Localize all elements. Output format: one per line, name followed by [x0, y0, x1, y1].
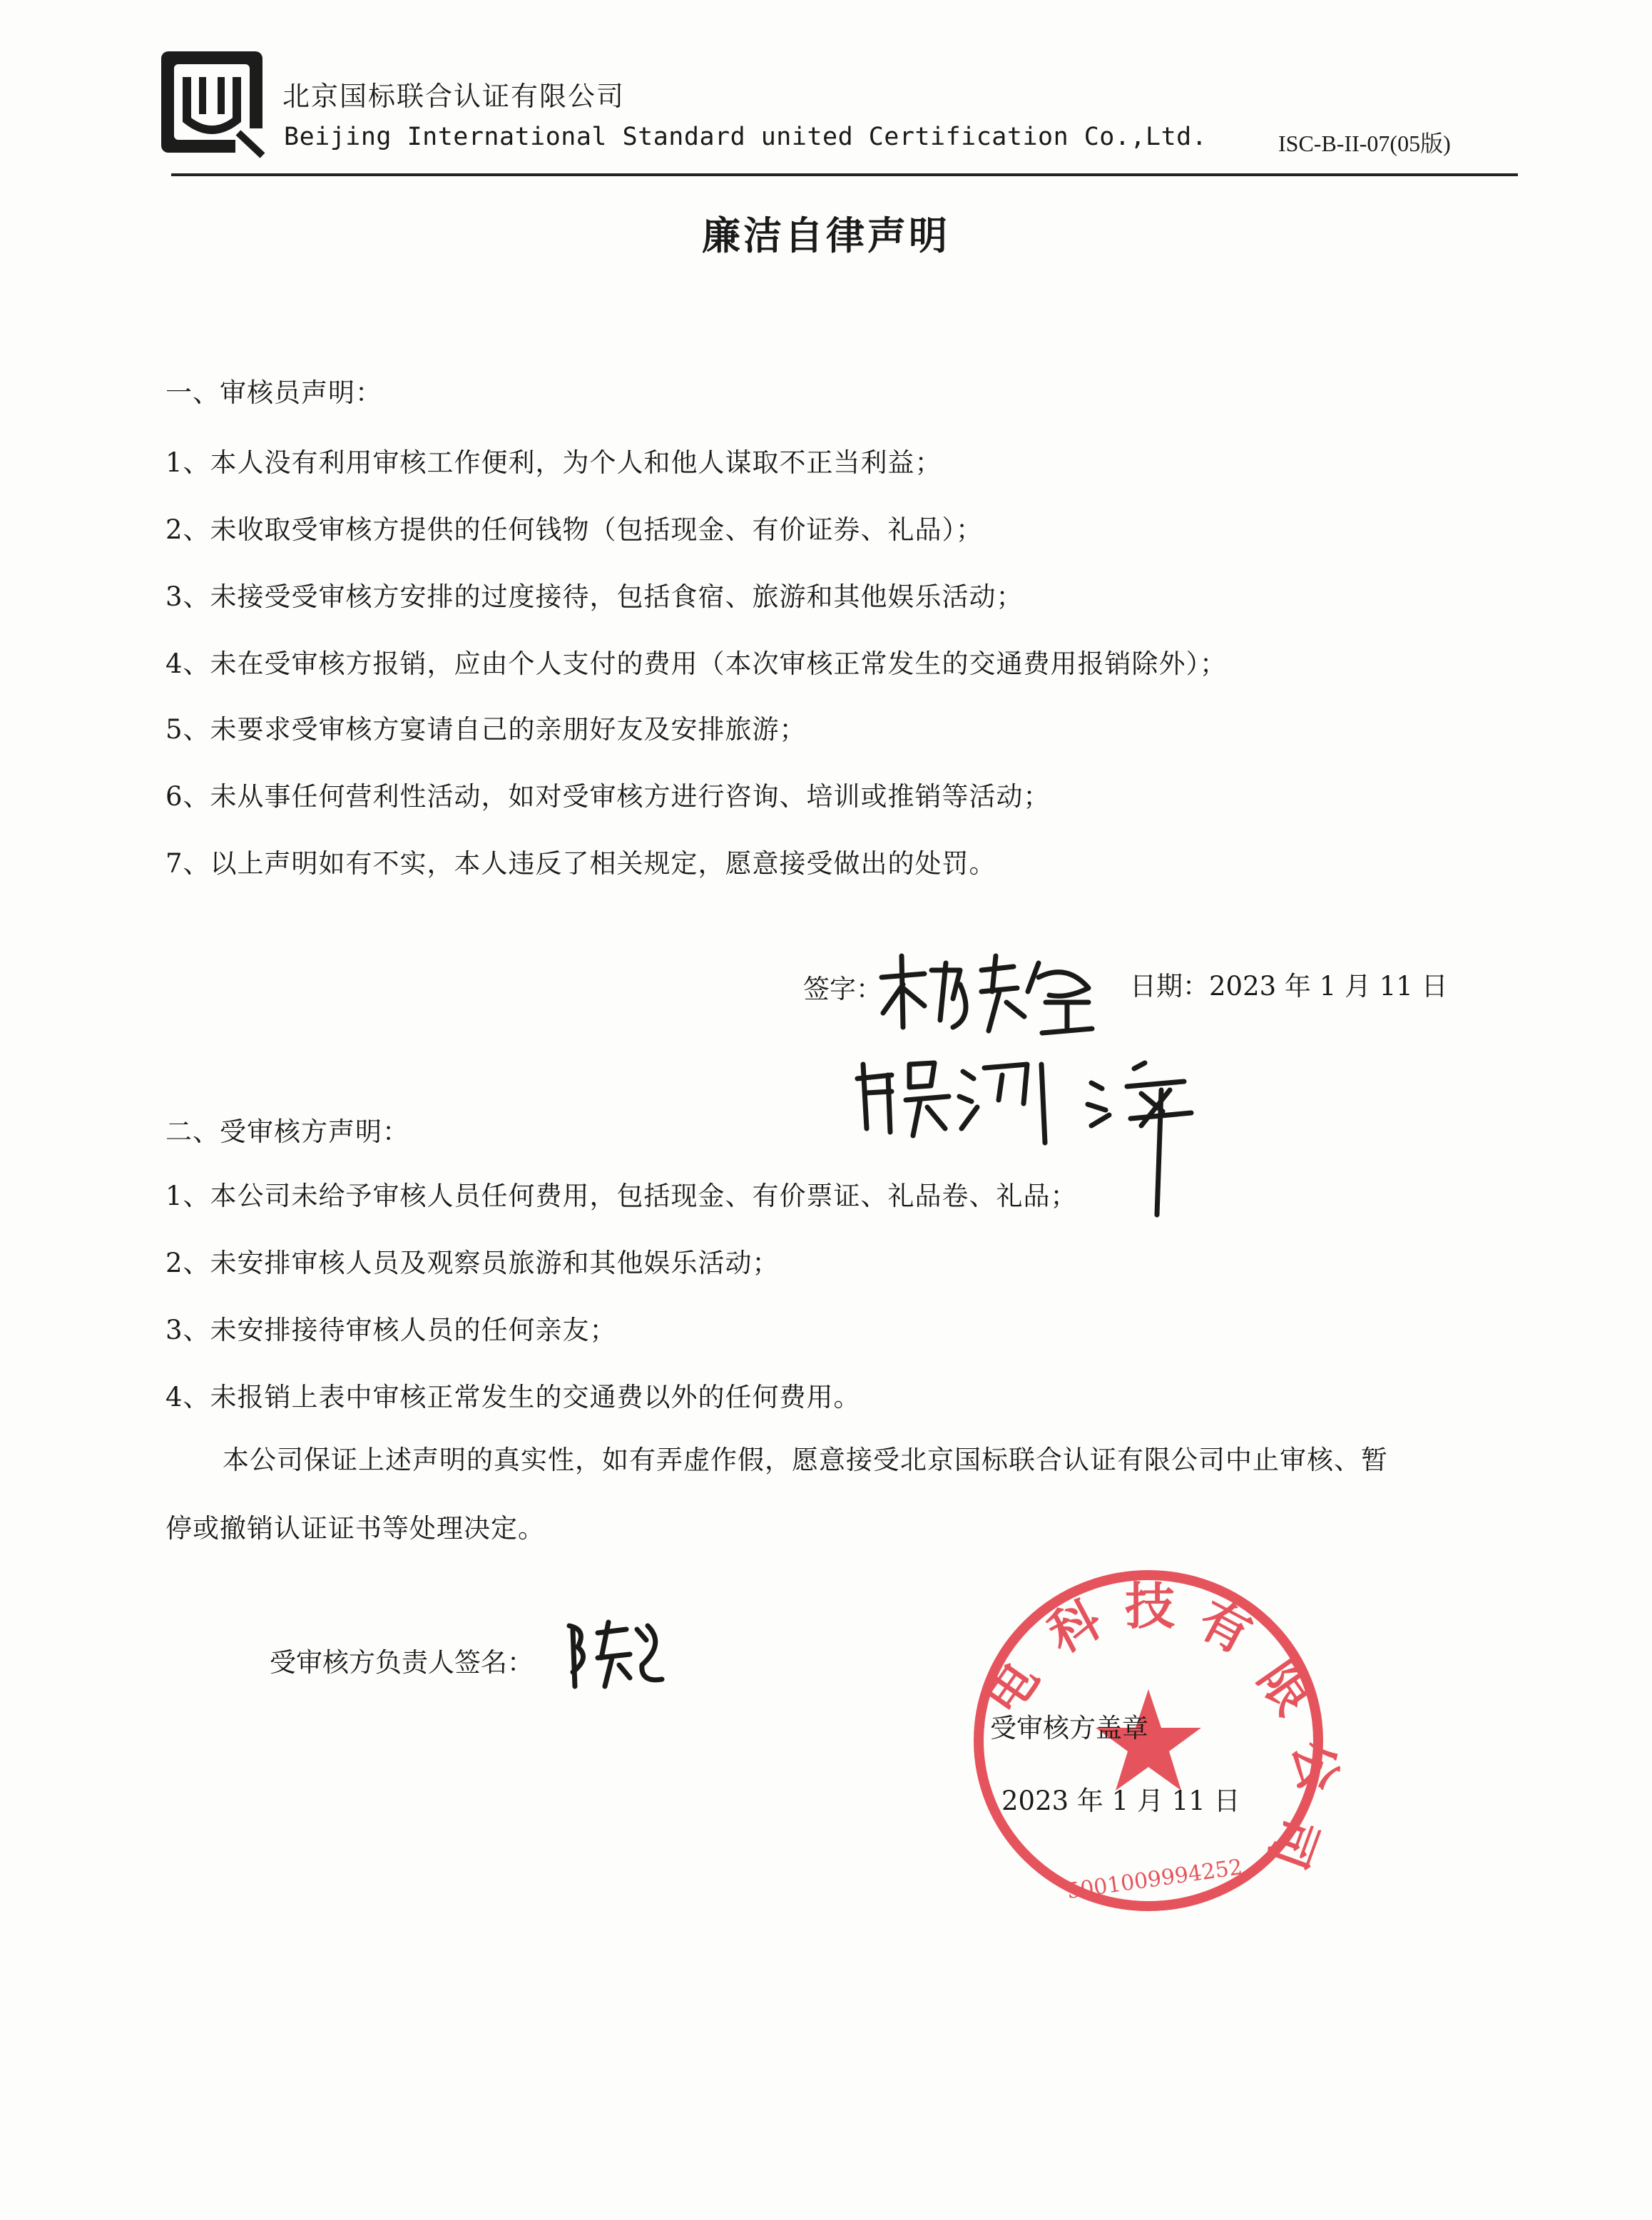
seal-label: 受审核方盖章 [990, 1713, 1148, 1743]
guarantee-text-line-2: 停或撤销认证证书等处理决定。 [165, 1513, 545, 1544]
auditor-item: 5、未要求受审核方宴请自己的亲朋好友及安排旅游； [165, 714, 807, 745]
guarantee-text-line-1: 本公司保证上述声明的真实性，如有弄虚作假，愿意接受北京国标联合认证有限公司中止审核、暂 [223, 1445, 1388, 1475]
svg-text:科: 科 [1039, 1589, 1111, 1665]
auditor-item: 6、未从事任何营利性活动，如对受审核方进行咨询、培训或推销等活动； [165, 781, 1051, 812]
document-code: ISC-B-II-07(05版) [1278, 131, 1451, 156]
auditor-item: 1、本人没有利用审核工作便利，为个人和他人谋取不正当利益； [165, 447, 942, 478]
auditor-section-heading: 一、审核员声明： [165, 377, 382, 408]
auditor-item: 7、以上声明如有不实，本人违反了相关规定，愿意接受做出的处罚。 [165, 848, 996, 879]
page-title: 廉洁自律声明 [702, 213, 950, 258]
auditor-signature-3 [1077, 1054, 1205, 1226]
auditee-item: 1、本公司未给予审核人员任何费用，包括现金、有价票证、礼品卷、礼品； [165, 1181, 1078, 1211]
responsible-sign-label: 受审核方负责人签名： [270, 1647, 534, 1678]
auditee-section-heading: 二、受审核方声明： [165, 1116, 409, 1147]
svg-text:有: 有 [1189, 1589, 1261, 1665]
svg-text:限: 限 [1246, 1651, 1324, 1726]
auditee-item: 3、未安排接待审核人员的任何亲友； [165, 1315, 617, 1345]
auditor-item: 4、未在受审核方报销，应由个人支付的费用（本次审核正常发生的交通费用报销除外）； [165, 648, 1228, 679]
auditor-item: 3、未接受受审核方安排的过度接待，包括食宿、旅游和其他娱乐活动； [165, 581, 1024, 612]
svg-text:电: 电 [973, 1651, 1051, 1726]
auditor-signature-1 [875, 949, 1110, 1042]
auditor-signature-2 [849, 1050, 1077, 1150]
svg-text:技: 技 [1125, 1577, 1175, 1636]
svg-text:公: 公 [1282, 1736, 1349, 1796]
auditor-sign-label: 签字： [803, 974, 882, 1004]
svg-text:5001009994252: 5001009994252 [1065, 1854, 1244, 1905]
svg-text:司: 司 [1257, 1809, 1330, 1877]
auditor-item: 2、未收取受审核方提供的任何钱物（包括现金、有价证券、礼品）； [165, 514, 984, 545]
auditee-item: 4、未报销上表中审核正常发生的交通费以外的任何费用。 [165, 1382, 861, 1412]
company-name-en: Beijing International Standard united Certification Co.,Ltd. [284, 123, 1208, 151]
header-divider [171, 173, 1518, 176]
auditor-date: 日期：2023 年 1 月 11 日 [1130, 971, 1448, 1002]
seal-date: 2023 年 1 月 11 日 [1001, 1786, 1240, 1816]
responsible-signature [562, 1615, 669, 1694]
company-name-cn: 北京国标联合认证有限公司 [282, 81, 626, 112]
certification-logo-icon [158, 49, 265, 157]
auditee-item: 2、未安排审核人员及观察员旅游和其他娱乐活动； [165, 1248, 780, 1278]
